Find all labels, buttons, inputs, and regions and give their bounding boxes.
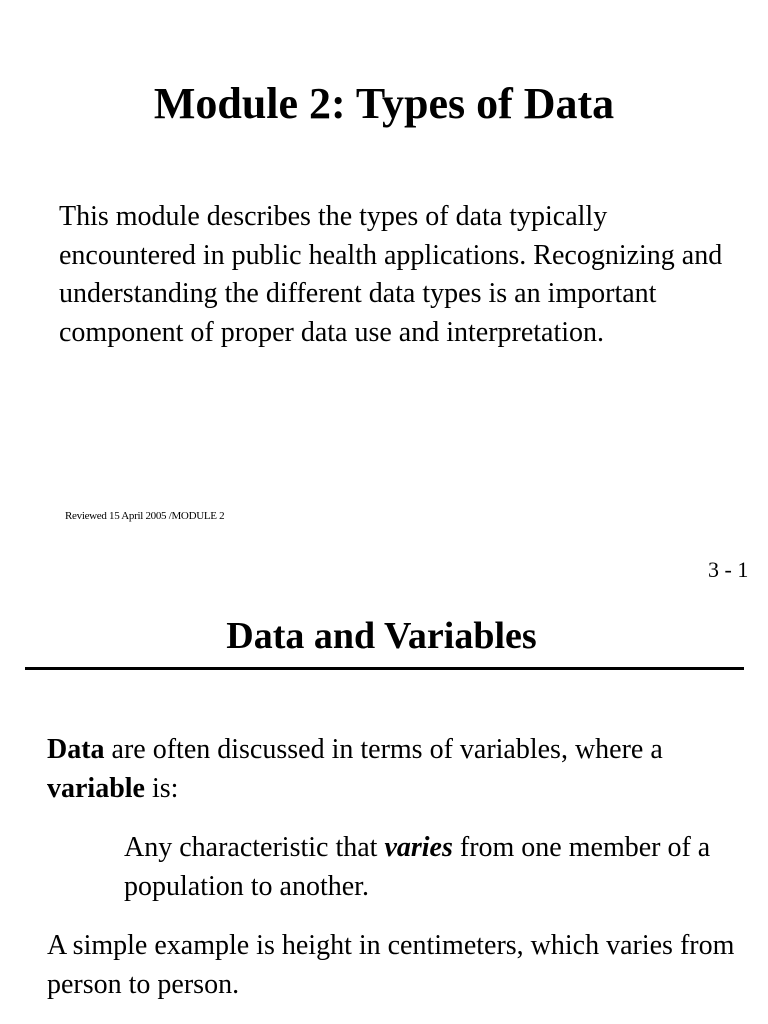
emphasis-varies: varies <box>384 832 453 863</box>
slide-data-and-variables <box>0 590 768 1024</box>
intro-text-b: is: <box>145 772 179 804</box>
term-data: Data <box>47 734 105 765</box>
page-number: 3 - 1 <box>708 557 749 582</box>
review-footer-note: Reviewed 15 April 2005 /MODULE 2 <box>65 510 225 522</box>
variable-definition <box>124 829 744 906</box>
slide-title: Data and Variables <box>226 615 537 657</box>
slide-title: Module 2: Types of Data <box>153 79 615 128</box>
module-description: This module describes the types of data typically encountered in public health applications. Recognizing and understanding the different data types is an important component of proper data use and interpretation. <box>59 201 723 348</box>
title-divider <box>25 667 744 670</box>
definition-text-a: Any characteristic that <box>124 832 385 863</box>
intro-text-a: are often discussed in terms of variables, where a <box>104 734 663 765</box>
intro-paragraph <box>47 731 737 808</box>
definition-text-b: from one member of a population to another. <box>124 832 711 902</box>
term-variable: variable <box>47 772 145 804</box>
example-paragraph: A simple example is height in centimeters, which varies from person to person. <box>47 930 735 1000</box>
